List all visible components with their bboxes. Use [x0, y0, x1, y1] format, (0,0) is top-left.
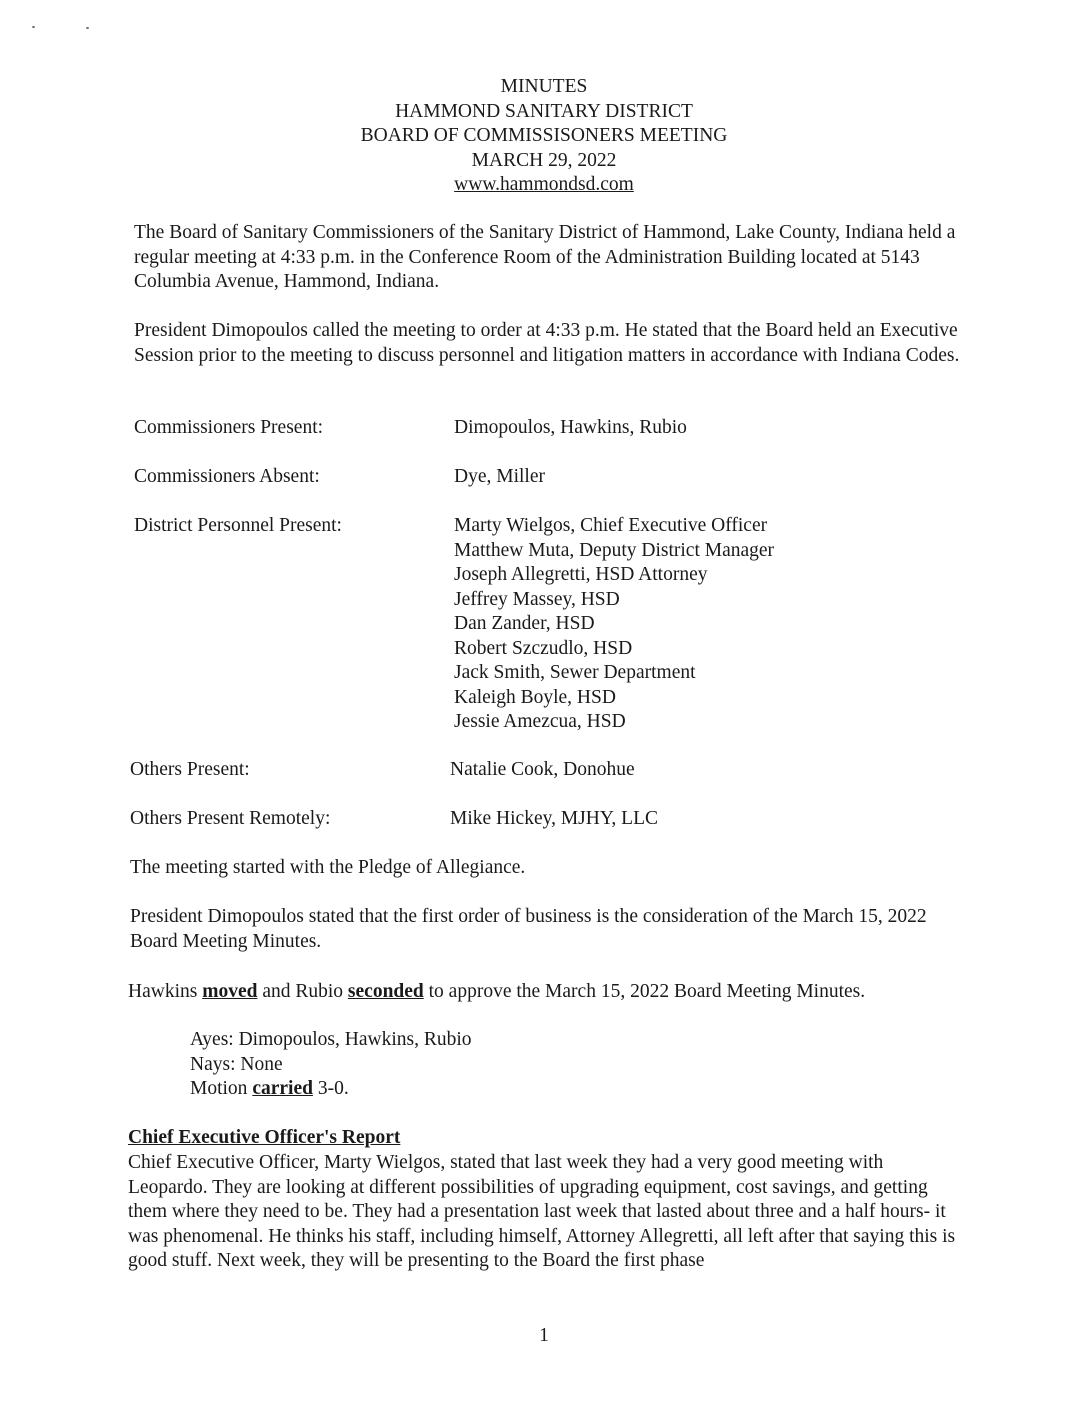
personnel-item: Matthew Muta, Deputy District Manager	[454, 539, 775, 561]
personnel-item: Jack Smith, Sewer Department	[454, 662, 696, 683]
motion-seconded: seconded	[347, 981, 424, 1002]
others-remote-label: Others Present Remotely:	[130, 808, 331, 829]
vote-ayes: Ayes: Dimopoulos, Hawkins, Rubio	[190, 1029, 472, 1050]
header-website-link[interactable]: www.hammondsd.com	[454, 174, 634, 195]
ceo-report-heading: Chief Executive Officer's Report	[128, 1127, 401, 1148]
motion-paragraph	[128, 980, 958, 1005]
header-date: MARCH 29, 2022	[471, 149, 617, 171]
motion-moved: moved	[202, 981, 258, 1002]
vote-nays: Nays: None	[190, 1053, 283, 1075]
motion-rest: to approve the March 15, 2022 Board Meeting Minutes.	[428, 981, 866, 1002]
pledge-paragraph: The meeting started with the Pledge of Allegiance.	[130, 857, 526, 878]
header-organization: HAMMOND SANITARY DISTRICT	[395, 100, 693, 122]
personnel-item: Marty Wielgos, Chief Executive Officer	[454, 515, 768, 536]
ceo-report-paragraph: Chief Executive Officer, Marty Wielgos, stated that last week they had a very good meeting with Leopardo. They are looking at different possibilities of upgrading equipment, cost savings, and getting them where they need to be. They had a presentation last week that lasted about three and a half hours- it was phenomenal. He thinks his staff, including himself, Attorney Allegretti, all left after that saying this is good stuff. Next week, they will be presenting to the Board the first phase	[128, 1152, 956, 1271]
vote-carried: carried	[252, 1078, 313, 1099]
intro-paragraph: The Board of Sanitary Commissioners of the Sanitary District of Hammond, Lake County, Indiana held a regular meeting at 4:33 p.m. in the Conference Room of the Administration Building located at 5143 Columbia Avenue, Hammond, Indiana.	[134, 222, 956, 292]
motion-mover: Hawkins	[128, 981, 198, 1002]
commissioners-present-value: Dimopoulos, Hawkins, Rubio	[454, 417, 687, 438]
personnel-item: Jessie Amezcua, HSD	[454, 711, 626, 732]
district-personnel-label: District Personnel Present:	[134, 515, 342, 536]
personnel-item: Joseph Allegretti, HSD Attorney	[454, 564, 708, 585]
personnel-item: Robert Szczudlo, HSD	[454, 637, 633, 659]
district-personnel-list	[454, 514, 954, 735]
call-to-order-paragraph: President Dimopoulos called the meeting to order at 4:33 p.m. He stated that the Board held an Executive Session prior to the meeting to discuss personnel and litigation matters in accordance with Indiana Codes.	[134, 320, 960, 366]
others-present-label: Others Present:	[130, 759, 250, 780]
personnel-item: Kaleigh Boyle, HSD	[454, 686, 616, 708]
others-present-value: Natalie Cook, Donohue	[450, 759, 635, 780]
vote-tally: 3-0.	[317, 1078, 349, 1099]
personnel-item: Jeffrey Massey, HSD	[454, 588, 620, 610]
first-order-paragraph: President Dimopoulos stated that the first order of business is the consideration of the March 15, 2022 Board Meeting Minutes.	[130, 906, 927, 952]
document-header	[0, 75, 1088, 198]
commissioners-present-label: Commissioners Present:	[134, 417, 324, 438]
others-remote-value: Mike Hickey, MJHY, LLC	[450, 808, 658, 829]
vote-block	[190, 1028, 472, 1102]
page-number: 1	[539, 1325, 549, 1346]
vote-result	[190, 1077, 472, 1102]
motion-seconder: and Rubio	[262, 981, 344, 1002]
header-meeting-type: BOARD OF COMMISSISONERS MEETING	[360, 125, 728, 146]
header-title: MINUTES	[500, 76, 588, 97]
scan-speck	[32, 26, 35, 28]
personnel-item: Dan Zander, HSD	[454, 613, 595, 634]
commissioners-absent-value: Dye, Miller	[454, 466, 545, 487]
scan-speck	[86, 27, 89, 29]
vote-motion-prefix: Motion	[190, 1078, 248, 1099]
commissioners-absent-label: Commissioners Absent:	[134, 466, 320, 487]
